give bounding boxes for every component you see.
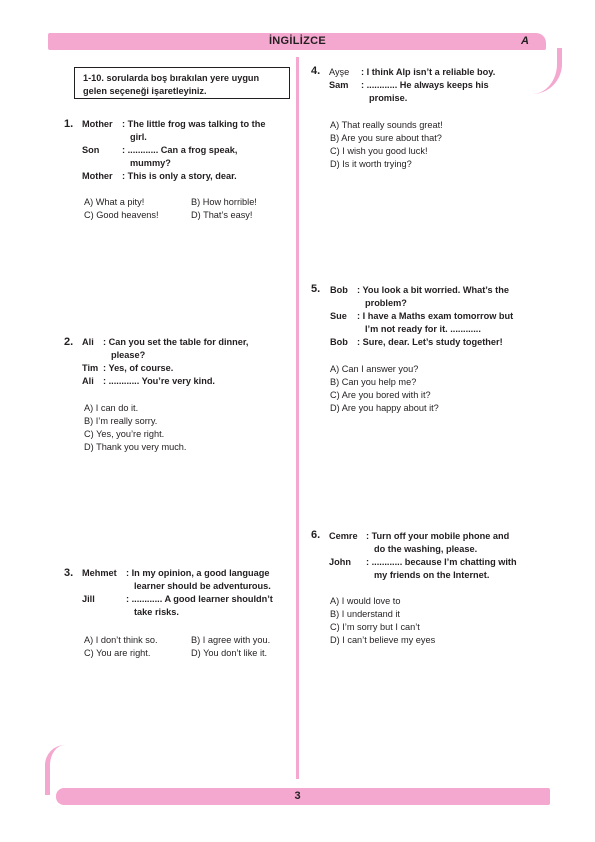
dialogue-line: take risks. <box>134 607 179 617</box>
dialogue-line: girl. <box>130 132 147 142</box>
option-b[interactable]: B) I understand it <box>330 609 400 619</box>
column-divider <box>296 57 299 779</box>
option-d[interactable]: D) Is it worth trying? <box>330 159 412 169</box>
dialogue-line: : Can you set the table for dinner, <box>103 337 249 347</box>
option-d[interactable]: D) Are you happy about it? <box>330 403 439 413</box>
option-c[interactable]: C) Good heavens! <box>84 210 159 220</box>
dialogue-line: : Sure, dear. Let’s study together! <box>357 337 503 347</box>
dialogue-line: : The little frog was talking to the <box>122 119 266 129</box>
header-curve-decoration <box>527 48 562 94</box>
dialogue-line: : ............ because I’m chatting with <box>366 557 517 567</box>
question-number: 5. <box>311 283 321 295</box>
dialogue-line: : ............ Can a frog speak, <box>122 145 238 155</box>
option-a[interactable]: A) I would love to <box>330 596 401 606</box>
speaker-name: Bob <box>330 337 348 347</box>
dialogue-line: my friends on the Internet. <box>374 570 490 580</box>
dialogue-line: please? <box>111 350 146 360</box>
speaker-name: Cemre <box>329 531 358 541</box>
instruction-line: gelen seçeneği işaretleyiniz. <box>83 86 207 96</box>
booklet-letter: A <box>521 35 529 47</box>
dialogue-line: do the washing, please. <box>374 544 478 554</box>
speaker-name: Mother <box>82 119 113 129</box>
subject-title: İNGİLİZCE <box>268 35 327 47</box>
speaker-name: Mehmet <box>82 568 117 578</box>
question-number: 3. <box>64 567 74 579</box>
speaker-name: John <box>329 557 351 567</box>
question-number: 6. <box>311 529 321 541</box>
speaker-name: Ali <box>82 376 94 386</box>
option-d[interactable]: D) That’s easy! <box>191 210 253 220</box>
dialogue-line: : I think Alp isn’t a reliable boy. <box>361 67 496 77</box>
dialogue-line: : ............ You’re very kind. <box>103 376 215 386</box>
question-number: 4. <box>311 65 321 77</box>
question-number: 1. <box>64 118 74 130</box>
option-c[interactable]: C) Yes, you’re right. <box>84 429 165 439</box>
speaker-name: Jill <box>82 594 95 604</box>
instruction-line: 1-10. sorularda boş bırakılan yere uygun <box>83 73 260 83</box>
speaker-name: Bob <box>330 285 348 295</box>
question-number: 2. <box>64 336 74 348</box>
speaker-name: Sue <box>330 311 347 321</box>
dialogue-line: : This is only a story, dear. <box>122 171 237 181</box>
page-number: 3 <box>294 790 301 802</box>
option-a[interactable]: A) That really sounds great! <box>330 120 443 130</box>
option-a[interactable]: A) Can I answer you? <box>330 364 419 374</box>
dialogue-line: problem? <box>365 298 407 308</box>
dialogue-line: : Yes, of course. <box>103 363 174 373</box>
speaker-name: Ali <box>82 337 94 347</box>
dialogue-line: : In my opinion, a good language <box>126 568 270 578</box>
option-c[interactable]: C) You are right. <box>84 648 151 658</box>
option-d[interactable]: D) You don’t like it. <box>191 648 268 658</box>
option-c[interactable]: C) I wish you good luck! <box>330 146 428 156</box>
option-b[interactable]: B) I’m really sorry. <box>84 416 158 426</box>
speaker-name: Son <box>82 145 100 155</box>
dialogue-line: promise. <box>369 93 408 103</box>
dialogue-line: : Turn off your mobile phone and <box>366 531 510 541</box>
speaker-name: Mother <box>82 171 113 181</box>
option-a[interactable]: A) I don’t think so. <box>84 635 158 645</box>
option-d[interactable]: D) Thank you very much. <box>84 442 187 452</box>
dialogue-line: I’m not ready for it. ............ <box>365 324 481 334</box>
speaker-name: Ayşe <box>329 67 350 77</box>
option-d[interactable]: D) I can’t believe my eyes <box>330 635 436 645</box>
instruction-box <box>74 67 290 99</box>
option-b[interactable]: B) I agree with you. <box>191 635 271 645</box>
option-a[interactable]: A) What a pity! <box>84 197 145 207</box>
dialogue-line: : I have a Maths exam tomorrow but <box>357 311 514 321</box>
option-b[interactable]: B) Can you help me? <box>330 377 417 387</box>
dialogue-line: : ............ A good learner shouldn’t <box>126 594 273 604</box>
option-b[interactable]: B) How horrible! <box>191 197 257 207</box>
dialogue-line: mummy? <box>130 158 171 168</box>
dialogue-line: : ............ He always keeps his <box>361 80 489 90</box>
option-b[interactable]: B) Are you sure about that? <box>330 133 442 143</box>
dialogue-line: learner should be adventurous. <box>134 581 271 591</box>
option-c[interactable]: C) Are you bored with it? <box>330 390 431 400</box>
dialogue-line: : You look a bit worried. What’s the <box>357 285 509 295</box>
option-c[interactable]: C) I’m sorry but I can’t <box>330 622 420 632</box>
option-a[interactable]: A) I can do it. <box>84 403 139 413</box>
speaker-name: Tim <box>82 363 99 373</box>
speaker-name: Sam <box>329 80 349 90</box>
